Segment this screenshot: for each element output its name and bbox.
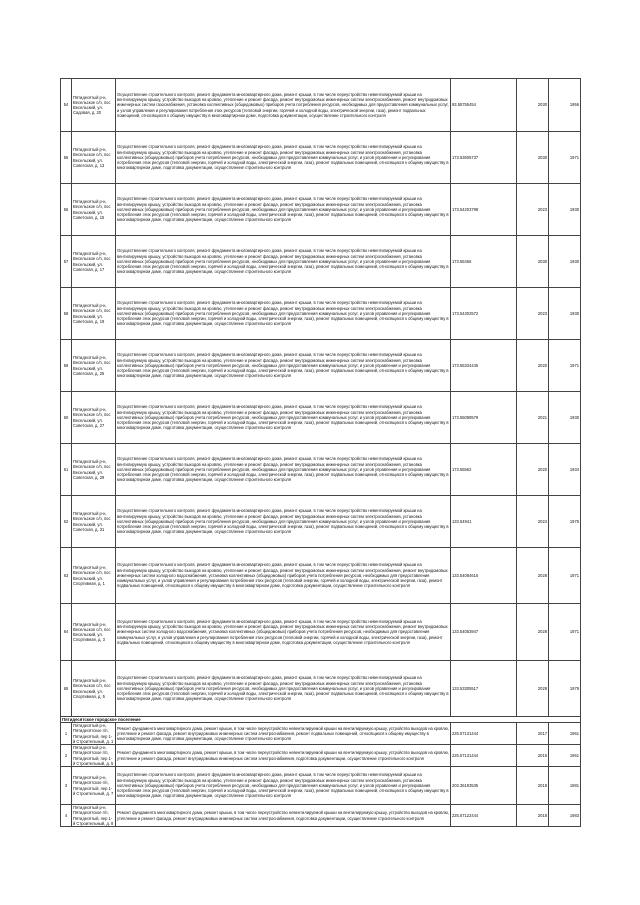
cost-cell: 173.54203798 — [451, 184, 517, 236]
cost-cell: 93.55755454 — [451, 79, 517, 132]
planned-year-cell: 2020 — [517, 340, 549, 392]
planned-year-cell: 2023 — [517, 288, 549, 340]
cost-cell: 173.53605737 — [451, 132, 517, 184]
address-cell: Пятидесятый р-н, Весельское с/п, пос Весельский, ул. Советская, д. 31 — [72, 496, 116, 548]
table-row — [61, 184, 581, 236]
cost-cell: 225.57122444 — [451, 805, 517, 827]
row-number-cell: 3 — [61, 767, 72, 805]
work-description-cell: Осуществление строительного контроля, ремонт фундамента многоквартирного дома, ремонт крыши, в том числе переустройство невентилируемой крыши на вентилируемую крышу, устройство выходов на кровлю, утепление и ремонт фасада, ремонт внутридомовых инженерных систем электроснабжения, установка коллективных (общедомовых) приборов учета потребления ресурсов, необходимых для предоставления коммунальных услуг, и узлов управления и регулирования потребления этих ресурсов (тепловой энергии, горячей и холодной воды, электрической энергии, газа), ремонт подвальных помещений, относящихся к общему имуществу в многоквартирном доме, подготовка документации, осуществление строительного контроля — [116, 132, 451, 184]
work-description-cell: Ремонт фундамента многоквартирного дома, ремонт крыши, в том числе переустройство невентилируемой крыши на вентилируемую крышу, устройство выходов на кровлю, утепление и ремонт фасада, ремонт внутридомовых инженерных систем электроснабжения, подготовка документации, осуществление строительного контроля — [116, 805, 451, 827]
cost-cell: 133.54941 — [451, 496, 517, 548]
cost-cell: 173.55098579 — [451, 392, 517, 444]
row-number-cell: 59 — [61, 340, 72, 392]
built-year-cell: 1979 — [549, 661, 581, 717]
work-description-cell: Ремонт фундамента многоквартирного дома, ремонт крыши, в том числе переустройство невентилируемой крыши на вентилируемую крышу, устройство выходов на кровлю, утепление и ремонт фасада, ремонт внутридомовых инженерных систем электроснабжения, подготовка документации, осуществление строительного контроля — [116, 745, 451, 767]
work-description-cell: Ремонт фундамента многоквартирного дома, ремонт крыши, в том числе переустройство невентилируемой крыши на вентилируемую крышу, устройство выходов на кровлю, утепление и ремонт фасада, ремонт внутридомовых инженерных систем электроснабжения, ремонт подвальных помещений, относящихся к общему имуществу в многоквартирном доме, подготовка документации, осуществление строительного контроля — [116, 723, 451, 745]
work-description-cell: Осуществление строительного контроля, ремонт фундамента многоквартирного дома, ремонт крыши, в том числе переустройство невентилируемой крыши на вентилируемую крышу, устройство выходов на кровлю, утепление и ремонт фасада, ремонт внутридомовых инженерных систем электроснабжения, ремонт внутридомовых инженерных систем газоснабжения, установка коллективных (общедомовых) приборов учета потребления ресурсов, необходимых для предоставления коммунальных услуг, и узлов управления и регулирования потребления этих ресурсов (тепловой энергии, горячей и холодной воды, электрической энергии, газа), ремонт подвальных помещений, относящихся к общему имуществу в многоквартирном доме, подготовка документации, осуществление строительного контроля — [116, 79, 451, 132]
row-number-cell: 65 — [61, 661, 72, 717]
built-year-cell: 1975 — [549, 496, 581, 548]
address-cell: Пятидесятый р-н, Весельское с/п, пос Весельский, ул. Советская, д. 27 — [72, 392, 116, 444]
table-row — [61, 444, 581, 496]
cost-cell: 133.54053947 — [451, 604, 517, 661]
planned-year-cell: 2028 — [517, 548, 549, 604]
row-number-cell: 58 — [61, 288, 72, 340]
table-row — [61, 340, 581, 392]
table-row — [61, 767, 581, 805]
table-row — [61, 745, 581, 767]
row-number-cell: 1 — [61, 723, 72, 745]
cost-cell: 225.57131444 — [451, 745, 517, 767]
cost-cell: 173.54302572 — [451, 288, 517, 340]
table-row — [61, 236, 581, 288]
cost-cell: 173.55466 — [451, 236, 517, 288]
work-description-cell: Осуществление строительного контроля, ремонт фундамента многоквартирного дома, ремонт крыши, в том числе переустройство невентилируемой крыши на вентилируемую крышу, устройство выходов на кровлю, утепление и ремонт фасада, ремонт внутридомовых инженерных систем электроснабжения, установка коллективных (общедомовых) приборов учета потребления ресурсов, необходимых для предоставления коммунальных услуг, и узлов управления и регулирования потребления этих ресурсов (тепловой энергии, горячей и холодной воды, электрической энергии, газа), ремонт подвальных помещений, относящихся к общему имуществу в многоквартирном доме, подготовка документации, осуществление строительного контроля — [116, 184, 451, 236]
address-cell: Пятидесятый р-н, Весельское с/п, пос Весельский, ул. Спортивная, д. 1 — [72, 548, 116, 604]
table-row — [61, 79, 581, 132]
table-row — [61, 496, 581, 548]
address-cell: Пятидесятый р-н, Пятидесятское г/п, Пятидесятый, пер 1-й Строительный, д. 8 — [72, 805, 116, 827]
built-year-cell: 1971 — [549, 340, 581, 392]
planned-year-cell: 2023 — [517, 184, 549, 236]
address-cell: Пятидесятый р-н, Весельское с/п, пос Весельский, ул. Спортивная, д. 3 — [72, 604, 116, 661]
planned-year-cell: 2016 — [517, 745, 549, 767]
table-row — [61, 288, 581, 340]
row-number-cell: 62 — [61, 496, 72, 548]
work-description-cell: Осуществление строительного контроля, ремонт фундамента многоквартирного дома, ремонт крыши, в том числе переустройство невентилируемой крыши на вентилируемую крышу, устройство выходов на кровлю, утепление и ремонт фасада, ремонт внутридомовых инженерных систем электроснабжения, установка коллективных (общедомовых) приборов учета потребления ресурсов, необходимых для предоставления коммунальных услуг, и узлов управления и регулирования потребления этих ресурсов (тепловой энергии, горячей и холодной воды, электрической энергии, газа), ремонт подвальных помещений, относящихся к общему имуществу в многоквартирном доме, подготовка документации, осуществление строительного контроля — [116, 767, 451, 805]
work-description-cell: Осуществление строительного контроля, ремонт фундамента многоквартирного дома, ремонт крыши, в том числе переустройство невентилируемой крыши на вентилируемую крышу, устройство выходов на кровлю, утепление и ремонт фасада, ремонт внутридомовых инженерных систем электроснабжения, ремонт внутридомовых инженерных систем холодного водоснабжения, установка коллективных (общедомовых) приборов учета потребления ресурсов, необходимых для предоставления коммунальных услуг, и узлов управления и регулирования потребления этих ресурсов (тепловой энергии, горячей и холодной воды, электрической энергии, газа), ремонт подвальных помещений, относящихся к общему имуществу в многоквартирном доме, подготовка документации, осуществление строительного контроля — [116, 548, 451, 604]
address-cell: Пятидесятый р-н, Весельское с/п, пос Весельский, ул. Спортивная, д. 5 — [72, 661, 116, 717]
planned-year-cell: 2030 — [517, 236, 549, 288]
row-number-cell: 61 — [61, 444, 72, 496]
cost-cell: 133.54084616 — [451, 548, 517, 604]
planned-year-cell: 2030 — [517, 79, 549, 132]
table-row — [61, 805, 581, 827]
row-number-cell: 60 — [61, 392, 72, 444]
address-cell: Пятидесятый р-н, Весельское с/п, пос Весельский, ул. Советская, д. 19 — [72, 288, 116, 340]
built-year-cell: 1930 — [549, 236, 581, 288]
row-number-cell: 4 — [61, 805, 72, 827]
table-row — [61, 604, 581, 661]
address-cell: Пятидесятый р-н, Весельское с/п, пос Весельский, ул. Советская, д. 15 — [72, 184, 116, 236]
address-cell: Пятидесятый р-н, Весельское с/п, пос Весельский, ул. Советская, д. 17 — [72, 236, 116, 288]
work-description-cell: Осуществление строительного контроля, ремонт фундамента многоквартирного дома, ремонт крыши, в том числе переустройство невентилируемой крыши на вентилируемую крышу, устройство выходов на кровлю, утепление и ремонт фасада, ремонт внутридомовых инженерных систем электроснабжения, установка коллективных (общедомовых) приборов учета потребления ресурсов, необходимых для предоставления коммунальных услуг, и узлов управления и регулирования потребления этих ресурсов (тепловой энергии, горячей и холодной воды, электрической энергии, газа), ремонт подвальных помещений, относящихся к общему имуществу в многоквартирном доме, подготовка документации, осуществление строительного контроля — [116, 444, 451, 496]
built-year-cell: 1930 — [549, 288, 581, 340]
work-description-cell: Осуществление строительного контроля, ремонт фундамента многоквартирного дома, ремонт крыши, в том числе переустройство невентилируемой крыши на вентилируемую крышу, устройство выходов на кровлю, утепление и ремонт фасада, ремонт внутридомовых инженерных систем электроснабжения, установка коллективных (общедомовых) приборов учета потребления ресурсов, необходимых для предоставления коммунальных услуг, и узлов управления и регулирования потребления этих ресурсов (тепловой энергии, горячей и холодной воды, электрической энергии, газа), ремонт подвальных помещений, относящихся к общему имуществу в многоквартирном доме, подготовка документации, осуществление строительного контроля — [116, 661, 451, 717]
table-row — [61, 548, 581, 604]
cost-cell: 225.57131444 — [451, 723, 517, 745]
built-year-cell: 1971 — [549, 604, 581, 661]
row-number-cell: 55 — [61, 132, 72, 184]
table-row — [61, 132, 581, 184]
planned-year-cell: 2030 — [517, 132, 549, 184]
row-number-cell: 56 — [61, 184, 72, 236]
document-page — [60, 78, 580, 827]
built-year-cell: 1956 — [549, 79, 581, 132]
work-description-cell: Осуществление строительного контроля, ремонт фундамента многоквартирного дома, ремонт крыши, в том числе переустройство невентилируемой крыши на вентилируемую крышу, устройство выходов на кровлю, утепление и ремонт фасада, ремонт внутридомовых инженерных систем электроснабжения, установка коллективных (общедомовых) приборов учета потребления ресурсов, необходимых для предоставления коммунальных услуг, и узлов управления и регулирования потребления этих ресурсов (тепловой энергии, горячей и холодной воды, электрической энергии, газа), ремонт подвальных помещений, относящихся к общему имуществу в многоквартирном доме, подготовка документации, осуществление строительного контроля — [116, 392, 451, 444]
section-title: Пятидесятское городское поселение — [61, 717, 581, 723]
address-cell: Пятидесятый р-н, Весельское с/п, пос Весельский, ул. Садовая, д. 20 — [72, 79, 116, 132]
cost-cell: 133.53305517 — [451, 661, 517, 717]
planned-year-cell: 2029 — [517, 661, 549, 717]
address-cell: Пятидесятый р-н, Весельское с/п, пос Весельский, ул. Советская, д. 25 — [72, 340, 116, 392]
built-year-cell: 1961 — [549, 745, 581, 767]
table-row — [61, 392, 581, 444]
planned-year-cell: 2019 — [517, 767, 549, 805]
planned-year-cell: 2020 — [517, 444, 549, 496]
cost-cell: 173.55334445 — [451, 340, 517, 392]
work-description-cell: Осуществление строительного контроля, ремонт фундамента многоквартирного дома, ремонт крыши, в том числе переустройство невентилируемой крыши на вентилируемую крышу, устройство выходов на кровлю, утепление и ремонт фасада, ремонт внутридомовых инженерных систем электроснабжения, установка коллективных (общедомовых) приборов учета потребления ресурсов, необходимых для предоставления коммунальных услуг, и узлов управления и регулирования потребления этих ресурсов (тепловой энергии, горячей и холодной воды, электрической энергии, газа), ремонт подвальных помещений, относящихся к общему имуществу в многоквартирном доме, подготовка документации, осуществление строительного контроля — [116, 236, 451, 288]
built-year-cell: 1983 — [549, 805, 581, 827]
work-description-cell: Осуществление строительного контроля, ремонт фундамента многоквартирного дома, ремонт крыши, в том числе переустройство невентилируемой крыши на вентилируемую крышу, устройство выходов на кровлю, утепление и ремонт фасада, ремонт внутридомовых инженерных систем электроснабжения, установка коллективных (общедомовых) приборов учета потребления ресурсов, необходимых для предоставления коммунальных услуг, и узлов управления и регулирования потребления этих ресурсов (тепловой энергии, горячей и холодной воды, электрической энергии, газа), ремонт подвальных помещений, относящихся к общему имуществу в многоквартирном доме, подготовка документации, осуществление строительного контроля — [116, 496, 451, 548]
built-year-cell: 1981 — [549, 767, 581, 805]
address-cell: Пятидесятый р-н, Пятидесятское г/п, Пятидесятый, пер 1-й Строительный, д. 1 — [72, 723, 116, 745]
capital-repair-table — [60, 78, 581, 827]
row-number-cell: 54 — [61, 79, 72, 132]
cost-cell: 173.55562 — [451, 444, 517, 496]
table-row — [61, 723, 581, 745]
built-year-cell: 1934 — [549, 444, 581, 496]
planned-year-cell: 2024 — [517, 496, 549, 548]
built-year-cell: 1971 — [549, 548, 581, 604]
planned-year-cell: 2017 — [517, 723, 549, 745]
cost-cell: 203.36193535 — [451, 767, 517, 805]
table-row — [61, 661, 581, 717]
row-number-cell: 64 — [61, 604, 72, 661]
built-year-cell: 1971 — [549, 132, 581, 184]
built-year-cell: 1930 — [549, 184, 581, 236]
address-cell: Пятидесятый р-н, Пятидесятское г/п, Пятидесятый, пер 1-й Строительный, д. 5 — [72, 745, 116, 767]
built-year-cell: 1961 — [549, 723, 581, 745]
address-cell: Пятидесятый р-н, Пятидесятское г/п, Пятидесятый, пер 1-й Строительный, д. 7 — [72, 767, 116, 805]
planned-year-cell: 2021 — [517, 392, 549, 444]
work-description-cell: Осуществление строительного контроля, ремонт фундамента многоквартирного дома, ремонт крыши, в том числе переустройство невентилируемой крыши на вентилируемую крышу, устройство выходов на кровлю, утепление и ремонт фасада, ремонт внутридомовых инженерных систем электроснабжения, установка коллективных (общедомовых) приборов учета потребления ресурсов, необходимых для предоставления коммунальных услуг, и узлов управления и регулирования потребления этих ресурсов (тепловой энергии, горячей и холодной воды, электрической энергии, газа), ремонт подвальных помещений, относящихся к общему имуществу в многоквартирном доме, подготовка документации, осуществление строительного контроля — [116, 340, 451, 392]
row-number-cell: 63 — [61, 548, 72, 604]
work-description-cell: Осуществление строительного контроля, ремонт фундамента многоквартирного дома, ремонт крыши, в том числе переустройство невентилируемой крыши на вентилируемую крышу, устройство выходов на кровлю, утепление и ремонт фасада, ремонт внутридомовых инженерных систем электроснабжения, ремонт внутридомовых инженерных систем холодного водоснабжения, установка коллективных (общедомовых) приборов учета потребления ресурсов, необходимых для предоставления коммунальных услуг, и узлов управления и регулирования потребления этих ресурсов (тепловой энергии, горячей и холодной воды, электрической энергии, газа), ремонт подвальных помещений, относящихся к общему имуществу в многоквартирном доме, подготовка документации, осуществление строительного контроля — [116, 604, 451, 661]
work-description-cell: Осуществление строительного контроля, ремонт фундамента многоквартирного дома, ремонт крыши, в том числе переустройство невентилируемой крыши на вентилируемую крышу, устройство выходов на кровлю, утепление и ремонт фасада, ремонт внутридомовых инженерных систем электроснабжения, установка коллективных (общедомовых) приборов учета потребления ресурсов, необходимых для предоставления коммунальных услуг, и узлов управления и регулирования потребления этих ресурсов (тепловой энергии, горячей и холодной воды, электрической энергии, газа), ремонт подвальных помещений, относящихся к общему имуществу в многоквартирном доме, подготовка документации, осуществление строительного контроля — [116, 288, 451, 340]
address-cell: Пятидесятый р-н, Весельское с/п, пос Весельский, ул. Советская, д. 29 — [72, 444, 116, 496]
address-cell: Пятидесятый р-н, Весельское с/п, пос Весельский, ул. Советская, д. 13 — [72, 132, 116, 184]
planned-year-cell: 2028 — [517, 604, 549, 661]
built-year-cell: 1930 — [549, 392, 581, 444]
row-number-cell: 57 — [61, 236, 72, 288]
row-number-cell: 2 — [61, 745, 72, 767]
planned-year-cell: 2018 — [517, 805, 549, 827]
